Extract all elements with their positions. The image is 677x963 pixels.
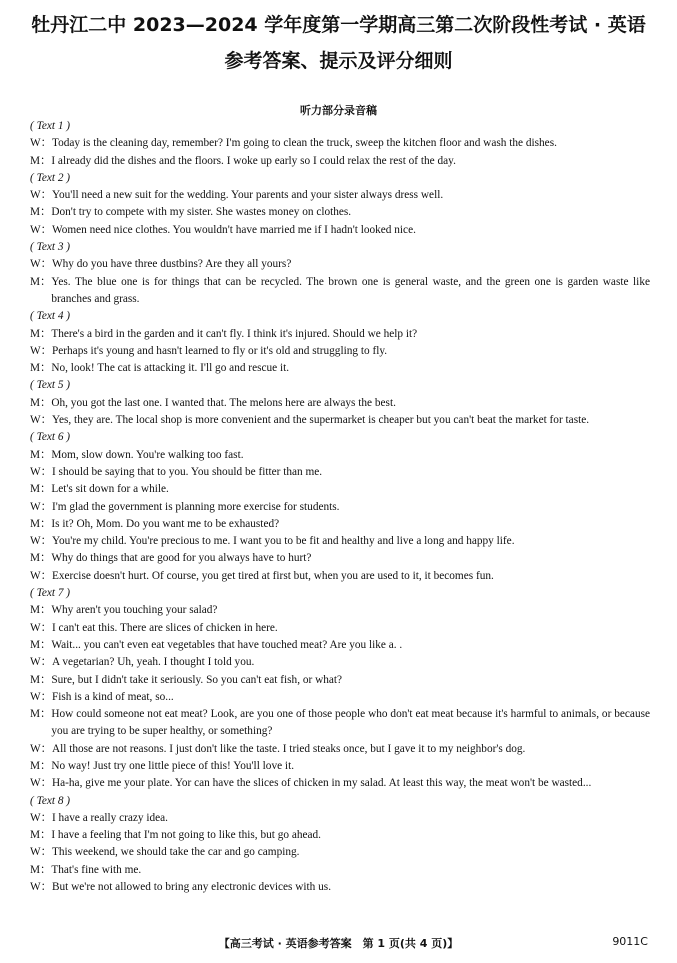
dialogue-line [30,412,650,429]
dialogue-text: I have a feeling that I'm not going to like this, but go ahead. [51,829,321,842]
dialogue-line [30,222,650,239]
dialogue-text: Sure, but I didn't take it seriously. So you can't eat fish, or what? [51,673,343,686]
dialogue-text: I already did the dishes and the floors. I woke up early so I could relax the rest of the day. [51,154,456,167]
speaker-label: W： [30,189,52,202]
speaker-label: W： [30,846,52,859]
dialogue-text: I can't eat this. There are slices of chicken in here. [51,621,278,634]
dialogue-text: This weekend, we should take the car and go camping. [51,846,300,859]
dialogue-line [30,481,650,498]
dialogue-text: A vegetarian? Uh, yeah. I thought I told you. [51,656,255,669]
dialogue-line [30,568,650,585]
speaker-label: W： [30,344,52,357]
dialogue-text: Why do things that are good for you always have to hurt? [51,552,312,565]
speaker-label: W： [30,656,52,669]
speaker-label: M： [30,863,52,876]
speaker-label: W： [30,500,52,513]
dialogue-line [30,499,650,516]
text-label: ( Text 8 ) [30,794,71,807]
speaker-label: W： [30,414,52,427]
dialogue-text: Let's sit down for a while. [51,483,169,496]
speaker-label: M： [30,638,52,651]
dialogue-text: Oh, you got the last one. I wanted that. The melons here are always the best. [51,396,396,409]
page-subtitle: 参考答案、提示及评分细则 [224,50,453,72]
dialogue-line [30,637,650,654]
text-label: ( Text 3 ) [30,241,71,254]
dialogue-line [30,516,650,533]
dialogue-line [30,326,650,343]
dialogue-text: I should be saying that to you. You should be fitter than me. [51,465,323,478]
speaker-label: W： [30,742,52,755]
dialogue-text: You're my child. You're precious to me. I want you to be fit and healthy and live a long and happy life. [51,535,515,548]
speaker-label: W： [30,223,52,236]
dialogue-line [30,343,650,360]
dialogue-text: Ha-ha, give me your plate. Yor can have the slices of chicken in my salad. At least this way, the meat won't be wasted... [51,777,592,790]
dialogue-text: You'll need a new suit for the wedding. Your parents and your sister always dress well. [51,189,444,202]
dialogue-line [30,464,650,481]
dialogue-text: Don't try to compete with my sister. She wastes money on clothes. [51,206,352,219]
speaker-label: M： [30,275,52,288]
dialogue-text: Mom, slow down. You're walking too fast. [51,448,244,461]
speaker-label: M： [30,604,52,617]
dialogue-text: No, look! The cat is attacking it. I'll go and rescue it. [51,362,290,375]
dialogue-line [30,844,650,861]
dialogue-text: There's a bird in the garden and it can't fly. I think it's injured. Should we help it? [51,327,418,340]
dialogue-text: I'm glad the government is planning more exercise for students. [51,500,340,513]
speaker-label: M： [30,708,52,721]
dialogue-line [30,827,650,844]
dialogue-line [30,360,650,377]
dialogue-line [30,447,650,464]
speaker-label: W： [30,137,52,150]
text-label: ( Text 5 ) [30,379,71,392]
dialogue-line [30,758,650,775]
dialogue-text: Fish is a kind of meat, so... [51,690,174,703]
dialogue-line [30,706,650,741]
dialogue-line [30,672,650,689]
dialogue-text: That's fine with me. [51,863,142,876]
dialogue-text: Today is the cleaning day, remember? I'm going to clean the truck, sweep the kitchen floor and wash the dishes. [51,137,557,150]
speaker-label: W： [30,258,52,271]
text-label: ( Text 7 ) [30,587,71,600]
dialogue-text: Why aren't you touching your salad? [51,604,218,617]
speaker-label: M： [30,327,52,340]
speaker-label: W： [30,690,52,703]
speaker-label: M： [30,829,52,842]
speaker-label: M： [30,517,52,530]
transcript-body [30,118,650,896]
document-code: 9011C [612,935,648,948]
dialogue-line [30,602,650,619]
dialogue-text: How could someone not eat meat? Look, are you one of those people who don't eat meat because it's harmful to animals, or because you are trying to be super healthy, or something? [51,708,650,738]
text-label: ( Text 6 ) [30,431,71,444]
text-label: ( Text 1 ) [30,120,71,132]
dialogue-text: I have a really crazy idea. [51,811,168,824]
speaker-label: M： [30,362,52,375]
dialogue-line [30,879,650,896]
dialogue-line [30,550,650,567]
speaker-label: M： [30,396,52,409]
dialogue-line [30,775,650,792]
dialogue-text: Is it? Oh, Mom. Do you want me to be exhausted? [51,517,280,530]
dialogue-line [30,274,650,309]
dialogue-line [30,256,650,273]
speaker-label: M： [30,552,52,565]
speaker-label: M： [30,759,52,772]
speaker-label: M： [30,673,52,686]
speaker-label: W： [30,881,52,894]
speaker-label: M： [30,206,52,219]
text-label: ( Text 4 ) [30,310,71,323]
speaker-label: W： [30,777,52,790]
speaker-label: M： [30,483,52,496]
dialogue-line [30,204,650,221]
dialogue-text: All those are not reasons. I just don't like the taste. I tried steaks once, but I gave it to my neighbor's dog. [51,742,526,755]
dialogue-text: Yes, they are. The local shop is more convenient and the supermarket is cheaper but you can't beat the market for taste. [51,414,590,427]
dialogue-text: Why do you have three dustbins? Are they all yours? [51,258,292,271]
dialogue-line [30,689,650,706]
page-footer: 【高三考试 · 英语参考答案 第 1 页(共 4 页)】 [218,937,459,950]
dialogue-line [30,187,650,204]
speaker-label: M： [30,154,52,167]
dialogue-line [30,135,650,152]
page-title: 牡丹江二中 2023—2024 学年度第一学期高三第二次阶段性考试 · 英语 [31,14,646,36]
dialogue-line [30,741,650,758]
speaker-label: M： [30,448,52,461]
dialogue-text: Perhaps it's young and hasn't learned to fly or it's old and struggling to fly. [51,344,388,357]
dialogue-line [30,620,650,637]
speaker-label: W： [30,621,52,634]
text-label: ( Text 2 ) [30,171,71,184]
speaker-label: W： [30,569,52,582]
dialogue-text: Women need nice clothes. You wouldn't have married me if I hadn't looked nice. [51,223,416,236]
dialogue-line [30,395,650,412]
dialogue-line [30,533,650,550]
speaker-label: W： [30,535,52,548]
dialogue-text: No way! Just try one little piece of this! You'll love it. [51,759,295,772]
dialogue-line [30,810,650,827]
dialogue-text: Yes. The blue one is for things that can be recycled. The brown one is general waste, and the green one is garden waste like branches and grass. [51,275,650,305]
dialogue-text: Wait... you can't even eat vegetables that have touched meat? Are you like a. . [51,638,403,651]
dialogue-line [30,654,650,671]
dialogue-line [30,862,650,879]
dialogue-text: But we're not allowed to bring any electronic devices with us. [51,881,332,894]
dialogue-line [30,153,650,170]
speaker-label: W： [30,465,52,478]
section-heading: 听力部分录音稿 [300,104,377,117]
speaker-label: W： [30,811,52,824]
dialogue-text: Exercise doesn't hurt. Of course, you get tired at first but, when you are used to it, it becomes fun. [51,569,494,582]
